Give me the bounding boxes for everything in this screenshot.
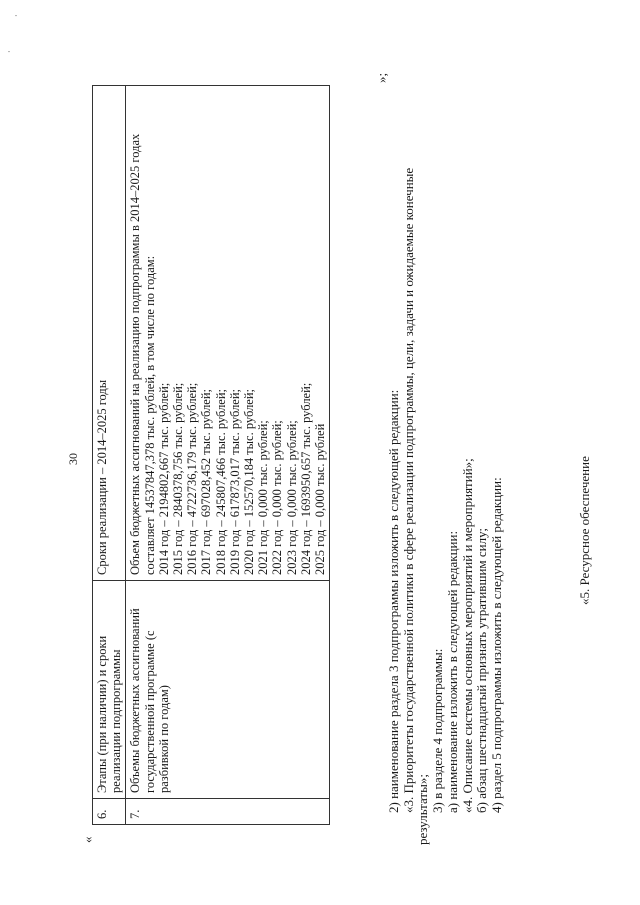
funding-year: 2019 год – 617873,017 тыс. рублей; (227, 388, 242, 575)
table-row (126, 86, 330, 825)
page-number: 30 (66, 453, 80, 465)
funding-year: 2016 год – 4722736,179 тыс. рублей; (185, 382, 200, 575)
funding-year: 2021 год – 0,000 тыс. рублей; (256, 420, 271, 575)
funding-year: 2014 год – 2194802,667 тыс. рублей; (156, 382, 171, 575)
row-label: Объемы бюджетных ассигнований государственной программе (с разбивкой по годам) (126, 581, 330, 799)
paragraph: 4) раздел 5 подпрограммы изложить в следующей редакции: (488, 477, 504, 813)
row-content (126, 86, 330, 581)
paragraph: результаты»; (415, 774, 431, 845)
paragraph: «3. Приоритеты государственной политики в сфере реализации подпрограммы, цели, задачи и ожидаемые конечные (400, 167, 416, 813)
paragraph: а) наименование изложить в следующей редакции: (444, 530, 460, 813)
opening-quote: « (80, 836, 95, 843)
funding-year: 2022 год – 0,000 тыс. рублей; (270, 420, 285, 575)
closing-quote: »; (374, 72, 389, 83)
row-number: 7. (126, 799, 330, 825)
funding-year: 2023 год – 0,000 тыс. рублей; (284, 420, 299, 575)
paragraph: «4. Описание системы основных мероприятий и мероприятий»; (459, 458, 475, 813)
table-row (93, 86, 126, 825)
amendment-text (387, 65, 505, 845)
funding-summary: Объем бюджетных ассигнований на реализацию подпрограммы в 2014–2025 годах составляет 14537847,378 тыс. рублей, в том числе по годам: (128, 133, 157, 575)
paragraph: б) абзац шестнадцатый признать утратившим силу; (474, 527, 490, 813)
funding-year: 2017 год – 697028,452 тыс. рублей; (199, 388, 214, 575)
passport-table (92, 85, 330, 825)
scan-speck: · (5, 50, 14, 53)
funding-year: 2020 год – 152570,184 тыс. рублей; (242, 388, 257, 575)
row-number: 6. (93, 799, 126, 825)
row-label: Этапы (при наличии) и сроки реализации подпрограммы (93, 581, 126, 799)
paragraph: 2) наименование раздела 3 подпрограммы изложить в следующей редакции: (386, 389, 401, 813)
funding-year: 2015 год – 2840378,756 тыс. рублей; (171, 382, 186, 575)
funding-year: 2024 год – 1693950,657 тыс. рублей; (298, 382, 313, 575)
paragraph: 3) в разделе 4 подпрограммы: (430, 648, 446, 813)
funding-year: 2018 год – 245807,466 тыс. рублей; (213, 388, 228, 575)
scan-speck: · (12, 14, 21, 17)
funding-year: 2025 год – 0,000 тыс. рублей (313, 423, 328, 575)
row-content: Сроки реализации – 2014–2025 годы (93, 86, 126, 581)
section-heading: «5. Ресурсное обеспечение (577, 456, 592, 605)
